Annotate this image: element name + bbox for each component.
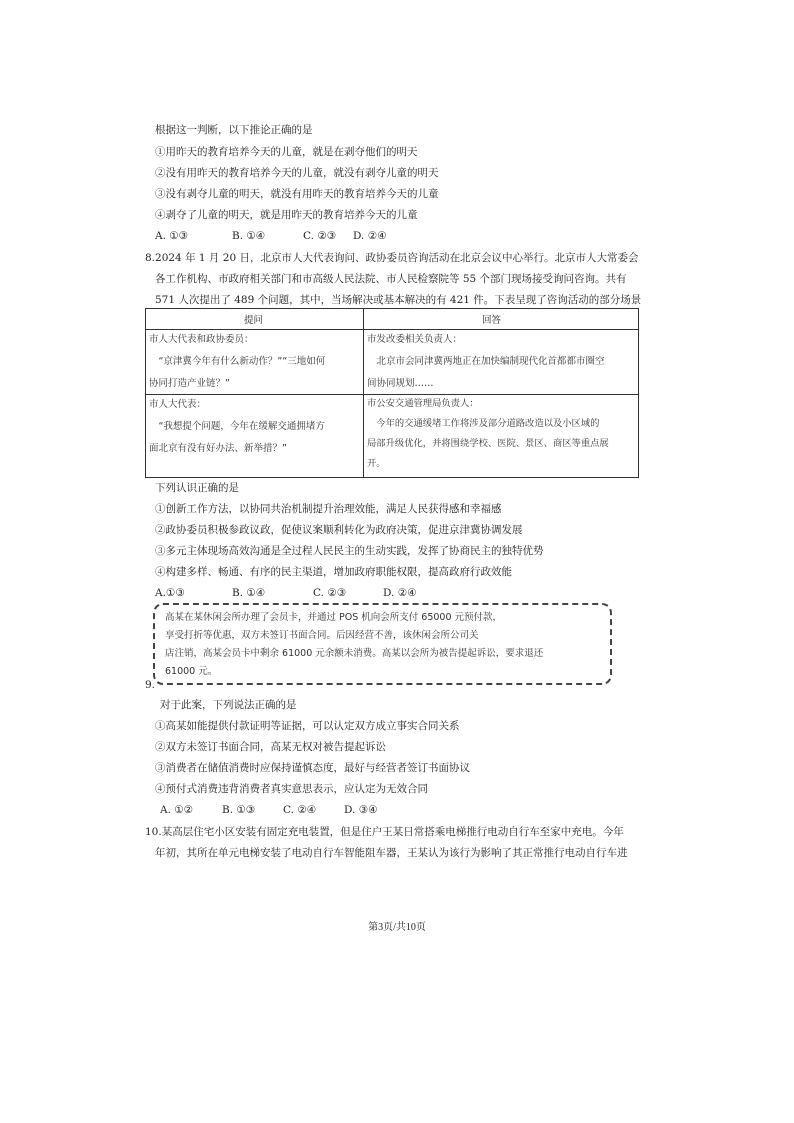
q10-line-1: 10.某高层住宅小区安装有固定充电装置，但是住户王某日常搭乘电梯推行电动自行车至家中充电。今年 <box>145 826 624 838</box>
table-row1-ask: 市人大代表和政协委员： “京津冀今年有什么新动作？”“三地如何 协同打造产业链？” <box>149 334 326 389</box>
q7-option-b: B. ①④ <box>232 230 266 242</box>
q8-statement-3: ③多元主体现场高效沟通是全过程人民民主的生动实践，发挥了协商民主的独特优势 <box>155 545 544 557</box>
q8-option-b: B. ①④ <box>232 587 266 599</box>
q8-option-a: A.①③ <box>155 587 185 599</box>
q9-option-d: D. ③④ <box>344 804 378 816</box>
q8-statement-4: ④构建多样、畅通、有序的民主渠道，增加政府职能权限，提高政府行政效能 <box>155 566 512 578</box>
table-row1-answer: 市发改委相关负责人： 北京市会同津冀两地正在加快编制现代化首都都市圈空 间协同规划…… <box>367 334 605 389</box>
q9-case-text: 高某在某休闲会所办理了会员卡，并通过 POS 机向会所支付 65000 元预付款， 享受打折等优惠，双方未签订书面合同。后因经营不善，该休闲会所公司关 店注销，高某会员卡中剩余 61000 元余额未消费。高某以会所为被告提起诉讼，要求退还 61000 元。 <box>165 612 544 677</box>
q9-statement-3: ③消费者在储值消费时应保持谨慎态度，最好与经营者签订书面协议 <box>155 762 470 774</box>
q8-option-d: D. ②④ <box>383 587 417 599</box>
q7-statement-4: ④剥夺了儿童的明天，就是用昨天的教育培养今天的儿童 <box>155 209 418 221</box>
table-row2-ask: 市人大代表： “我想提个问题，今年在缓解交通拥堵方 面北京有没有好办法、新举措？” <box>149 399 325 454</box>
q8-statement-2: ②政协委员积极参政议政，促使议案顺利转化为政府决策，促进京津冀协调发展 <box>155 524 523 536</box>
q7-statement-1: ①用昨天的教育培养今天的儿童，就是在剥夺他们的明天 <box>155 146 418 158</box>
q8-option-c: C. ②③ <box>313 587 347 599</box>
q8-intro-line-1: 8.2024 年 1 月 20 日，北京市人大代表询问、政协委员咨询活动在北京会议中心举行。北京市人大常委会 <box>145 252 639 264</box>
q9-number: 9. <box>145 679 156 691</box>
table-row2-answer: 市公安交通管理局负责人： 今年的交通缓堵工作将涉及部分道路改造以及小区域的 局部升级优化，并将围绕学校、医院、景区、商区等重点展 开。 <box>367 398 609 469</box>
q8-intro-line-2: 各工作机构、市政府相关部门和市高级人民法院、市人民检察院等 55 个部门现场接受询问咨询。共有 <box>155 273 627 285</box>
q7-statement-3: ③没有剥夺儿童的明天，就没有用昨天的教育培养今天的儿童 <box>155 188 439 200</box>
q8-lead: 下列认识正确的是 <box>155 482 239 494</box>
q9-statement-4: ④预付式消费违背消费者真实意思表示，应认定为无效合同 <box>155 783 428 795</box>
q7-lead: 根据这一判断，以下推论正确的是 <box>155 124 313 136</box>
q9-option-b: B. ①③ <box>222 804 256 816</box>
q9-statement-2: ②双方未签订书面合同，高某无权对被告提起诉讼 <box>155 741 386 753</box>
page-number: 第3页/共10页 <box>368 922 426 933</box>
q7-option-c: C. ②③ <box>303 230 337 242</box>
q10-line-2: 年初，其所在单元电梯安装了电动自行车智能阻车器，王某认为该行为影响了其正常推行电动自行车进 <box>155 847 628 859</box>
q7-option-a: A. ①③ <box>155 230 189 242</box>
q9-statement-1: ①高某如能提供付款证明等证据，可以认定双方成立事实合同关系 <box>155 720 460 732</box>
q7-statement-2: ②没有用昨天的教育培养今天的儿童，就没有剥夺儿童的明天 <box>155 167 439 179</box>
table-header-ask: 提问 <box>244 315 264 326</box>
q8-intro-line-3: 571 人次提出了 489 个问题，其中，当场解决或基本解决的有 421 件。下表呈现了咨询活动的部分场景 <box>155 294 642 306</box>
table-header-answer: 回答 <box>482 315 502 326</box>
q7-option-d: D. ②④ <box>353 230 387 242</box>
q8-table <box>145 308 639 478</box>
q9-option-a: A. ①② <box>160 804 194 816</box>
q9-case-box <box>153 603 612 685</box>
q9-option-c: C. ②④ <box>283 804 317 816</box>
q9-lead: 对于此案，下列说法正确的是 <box>160 699 297 711</box>
q8-statement-1: ①创新工作方法，以协同共治机制提升治理效能，满足人民获得感和幸福感 <box>155 503 502 515</box>
